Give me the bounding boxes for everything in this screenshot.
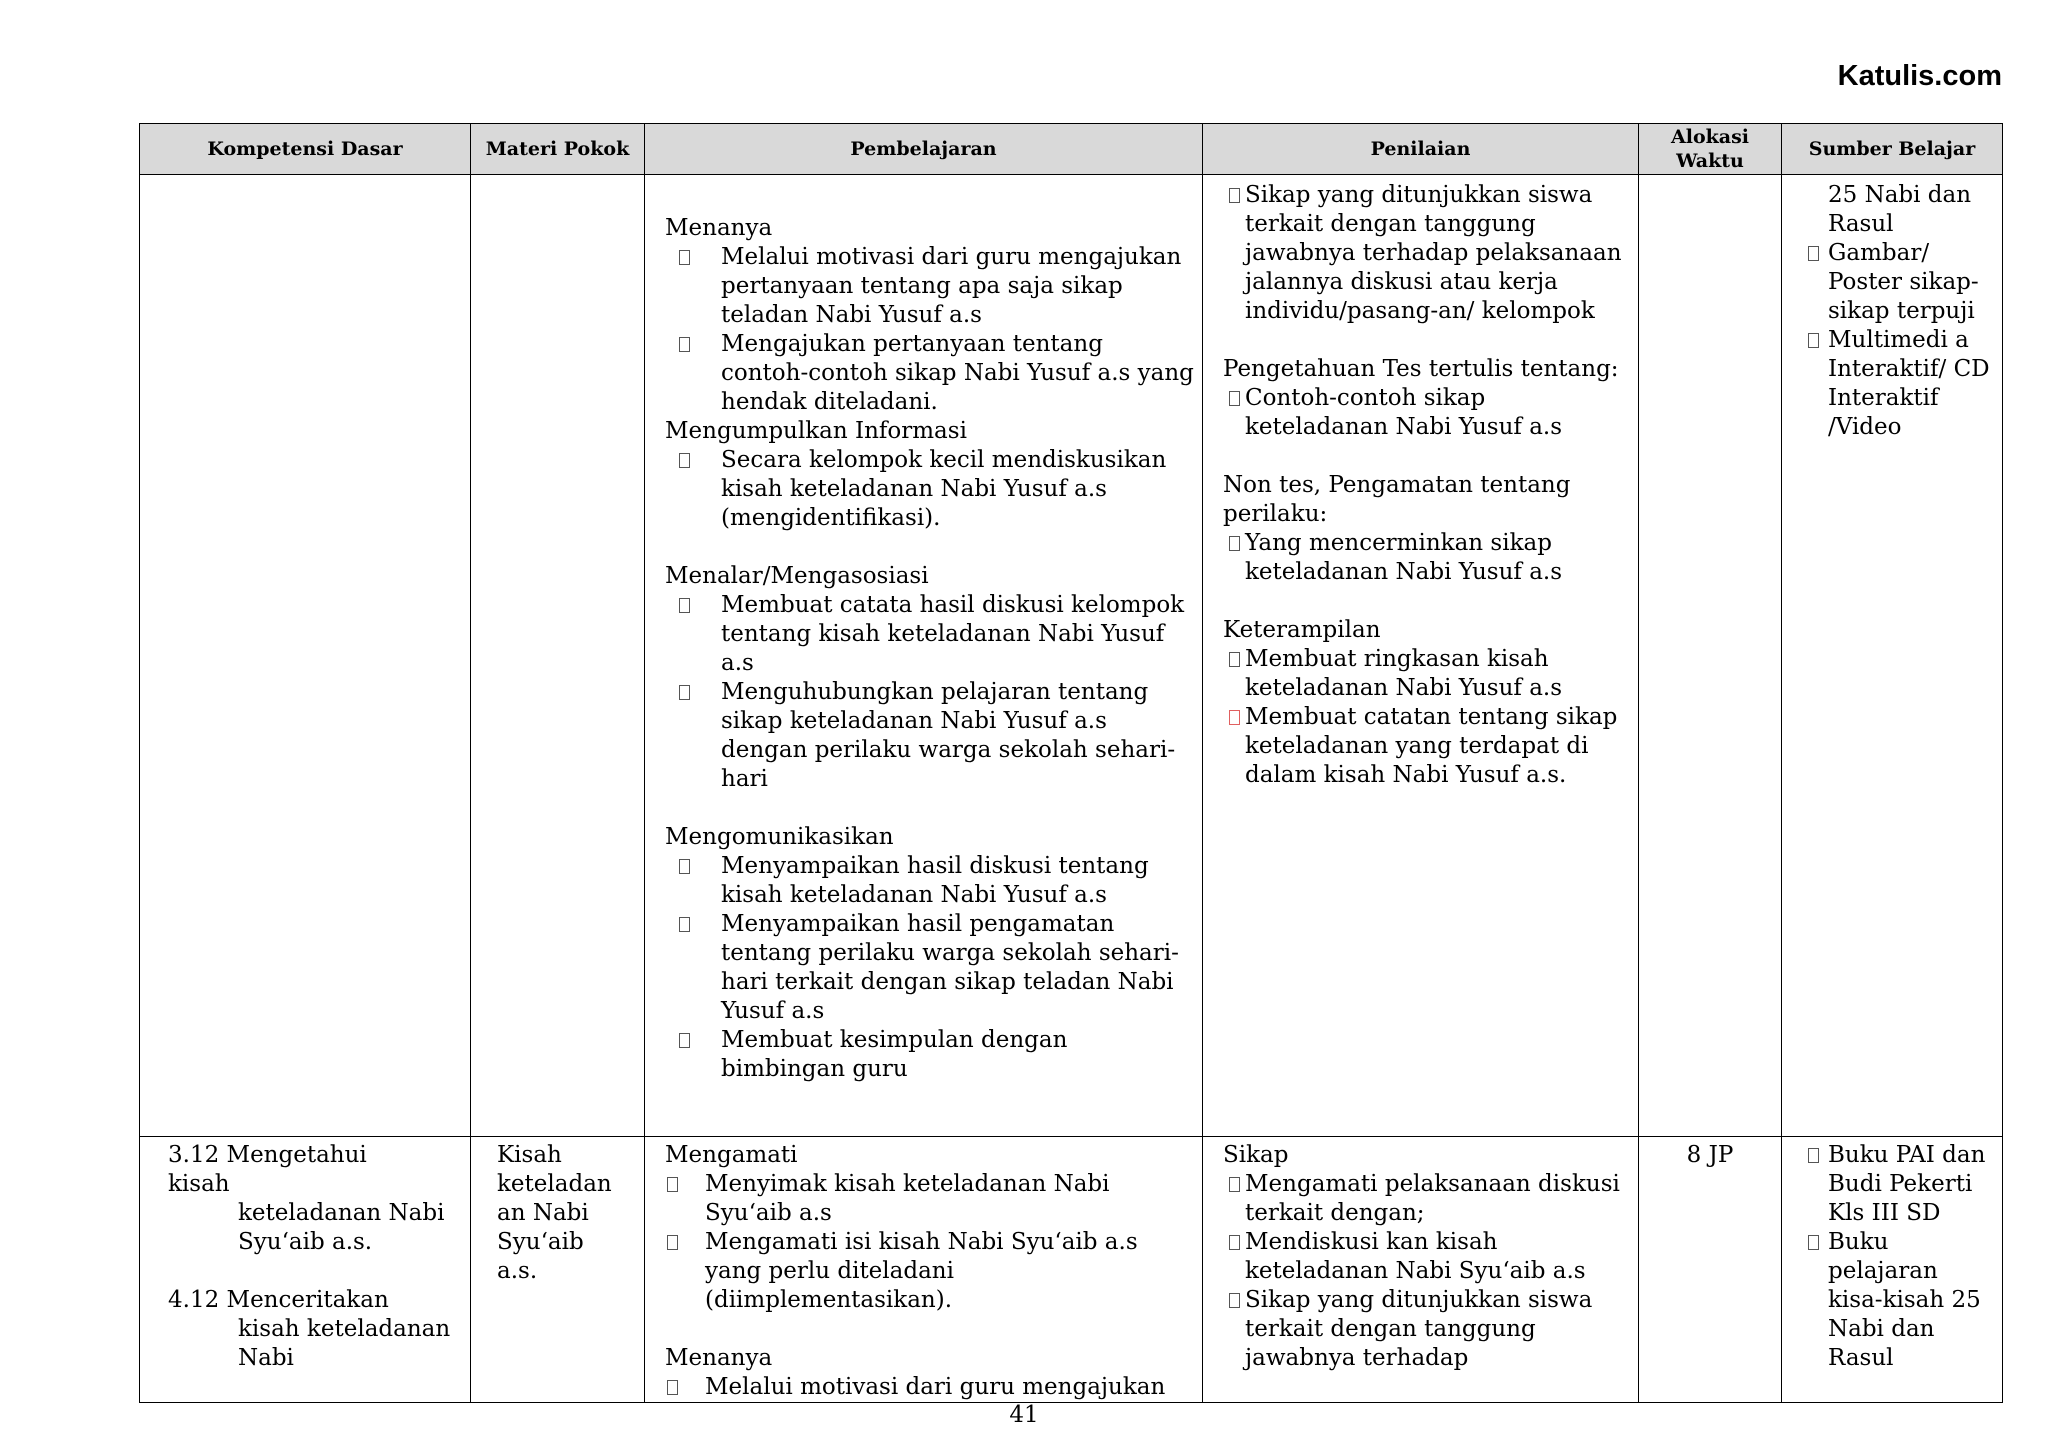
section-title-menanya: Menanya (665, 215, 773, 241)
checkbox-bullet-icon (667, 1235, 678, 1250)
checkbox-bullet-icon (1229, 391, 1240, 406)
checkbox-bullet-icon (1229, 1177, 1240, 1192)
list-item: Membuat kesimpulan dengan bimbingan guru (665, 1026, 1194, 1084)
list-item: Melalui motivasi dari guru mengajukan (665, 1373, 1194, 1402)
list-item: Mengamati pelaksanaan diskusi terkait dengan; (1223, 1170, 1630, 1228)
checkbox-bullet-icon (679, 859, 690, 874)
list-item: Contoh-contoh sikap keteladanan Nabi Yusuf a.s (1223, 384, 1630, 442)
alokasi-value: 8 JP (1686, 1142, 1734, 1168)
list-item: Membuat ringkasan kisah keteladanan Nabi Yusuf a.s (1223, 645, 1630, 703)
sumber-cell (1782, 1137, 2003, 1403)
col-header-penilaian: Penilaian (1203, 124, 1639, 175)
checkbox-bullet-icon (679, 685, 690, 700)
list-item: Sikap yang ditunjukkan siswa terkait dengan tanggung jawabnya terhadap pelaksanaan jalannya diskusi atau kerja individu/pasang-an/ kelompok (1223, 181, 1630, 326)
list-item: Multimedi a Interaktif/ CD Interaktif /Video (1808, 326, 1994, 442)
checkbox-bullet-icon (1229, 188, 1240, 203)
materi-cell (471, 1137, 645, 1403)
kd-text: 4.12 Menceritakan (168, 1287, 389, 1313)
checkbox-bullet-icon (679, 337, 690, 352)
checkbox-bullet-icon (1229, 1293, 1240, 1308)
checkbox-bullet-icon (679, 598, 690, 613)
table-row (140, 175, 2003, 1137)
section-title-menanya: Menanya (665, 1345, 773, 1371)
kd-cell (140, 175, 471, 1137)
materi-text: Kisah keteladan an Nabi Syu‘aib a.s. (497, 1142, 612, 1284)
checkbox-bullet-icon (1808, 333, 1819, 348)
site-brand: Katulis.com (1837, 60, 2002, 92)
sumber-continuation: 25 Nabi dan Rasul (1828, 182, 1972, 237)
col-header-kompetensi-dasar: Kompetensi Dasar (140, 124, 471, 175)
sumber-cell (1782, 175, 2003, 1137)
checkbox-bullet-icon (1229, 652, 1240, 667)
checkbox-bullet-icon (1229, 1235, 1240, 1250)
penilaian-cell (1203, 175, 1639, 1137)
kd-cell (140, 1137, 471, 1403)
list-item: Melalui motivasi dari guru mengajukan pertanyaan tentang apa saja sikap teladan Nabi Yusuf a.s (665, 243, 1194, 330)
checkbox-bullet-icon (1229, 710, 1240, 725)
list-item: Mendiskusi kan kisah keteladanan Nabi Syu‘aib a.s (1223, 1228, 1630, 1286)
col-header-materi-pokok: Materi Pokok (471, 124, 645, 175)
col-header-pembelajaran: Pembelajaran (645, 124, 1203, 175)
pembelajaran-cell (645, 175, 1203, 1137)
checkbox-bullet-icon (1229, 536, 1240, 551)
section-title-mengamati: Mengamati (665, 1142, 798, 1168)
table-row (140, 1137, 2003, 1403)
list-item: Membuat catata hasil diskusi kelompok tentang kisah keteladanan Nabi Yusuf a.s (665, 591, 1194, 678)
checkbox-bullet-icon (679, 1033, 690, 1048)
list-item: Membuat catatan tentang sikap keteladanan yang terdapat di dalam kisah Nabi Yusuf a.s. (1223, 703, 1630, 790)
list-item: Menguhubungkan pelajaran tentang sikap keteladanan Nabi Yusuf a.s dengan perilaku warga sekolah sehari-hari (665, 678, 1194, 794)
list-item: Buku pelajaran kisa-kisah 25 Nabi dan Rasul (1808, 1228, 1994, 1373)
checkbox-bullet-icon (679, 917, 690, 932)
list-item: Menyimak kisah keteladanan Nabi Syu‘aib a.s (665, 1170, 1194, 1228)
section-title-nontes: Non tes, Pengamatan tentang perilaku: (1223, 472, 1571, 527)
table-header-row (140, 124, 2003, 175)
penilaian-cell (1203, 1137, 1639, 1403)
list-item: Secara kelompok kecil mendiskusikan kisah keteladanan Nabi Yusuf a.s (mengidentifikasi). (665, 446, 1194, 533)
list-item: Sikap yang ditunjukkan siswa terkait dengan tanggung jawabnya terhadap (1223, 1286, 1630, 1373)
syllabus-table (139, 123, 2003, 1403)
checkbox-bullet-icon (679, 453, 690, 468)
checkbox-bullet-icon (667, 1177, 678, 1192)
list-item: Mengamati isi kisah Nabi Syu‘aib a.s yang perlu diteladani (diimplementasikan). (665, 1228, 1194, 1315)
materi-cell (471, 175, 645, 1137)
kd-text: kisah keteladanan Nabi (238, 1316, 451, 1371)
alokasi-cell (1639, 1137, 1782, 1403)
list-item: Menyampaikan hasil diskusi tentang kisah keteladanan Nabi Yusuf a.s (665, 852, 1194, 910)
checkbox-bullet-icon (667, 1380, 678, 1395)
list-item: Mengajukan pertanyaan tentang contoh-contoh sikap Nabi Yusuf a.s yang hendak diteladani. (665, 330, 1194, 417)
list-item: Gambar/ Poster sikap- sikap terpuji (1808, 239, 1994, 326)
checkbox-bullet-icon (1808, 246, 1819, 261)
checkbox-bullet-icon (1808, 1148, 1819, 1163)
list-item: Yang mencerminkan sikap keteladanan Nabi Yusuf a.s (1223, 529, 1630, 587)
section-title-pengetahuan: Pengetahuan Tes tertulis tentang: (1223, 356, 1619, 382)
checkbox-bullet-icon (1808, 1235, 1819, 1250)
alokasi-cell (1639, 175, 1782, 1137)
kd-text: kisah (168, 1171, 230, 1197)
section-title-informasi: Mengumpulkan Informasi (665, 418, 967, 444)
kd-text: keteladanan Nabi Syu‘aib a.s. (238, 1200, 445, 1255)
kd-text: 3.12 Mengetahui (168, 1142, 367, 1168)
section-title-menalar: Menalar/Mengasosiasi (665, 563, 929, 589)
page-number: 41 (1009, 1402, 1039, 1428)
section-title-sikap: Sikap (1223, 1142, 1289, 1168)
col-header-alokasi-waktu: Alokasi Waktu (1639, 124, 1782, 175)
section-title-keterampilan: Keterampilan (1223, 617, 1381, 643)
col-header-sumber-belajar: Sumber Belajar (1782, 124, 2003, 175)
section-title-mengomunikasikan: Mengomunikasikan (665, 824, 894, 850)
list-item: Menyampaikan hasil pengamatan tentang perilaku warga sekolah sehari-hari terkait dengan sikap teladan Nabi Yusuf a.s (665, 910, 1194, 1026)
pembelajaran-cell (645, 1137, 1203, 1403)
list-item: Buku PAI dan Budi Pekerti Kls III SD (1808, 1141, 1994, 1228)
checkbox-bullet-icon (679, 250, 690, 265)
